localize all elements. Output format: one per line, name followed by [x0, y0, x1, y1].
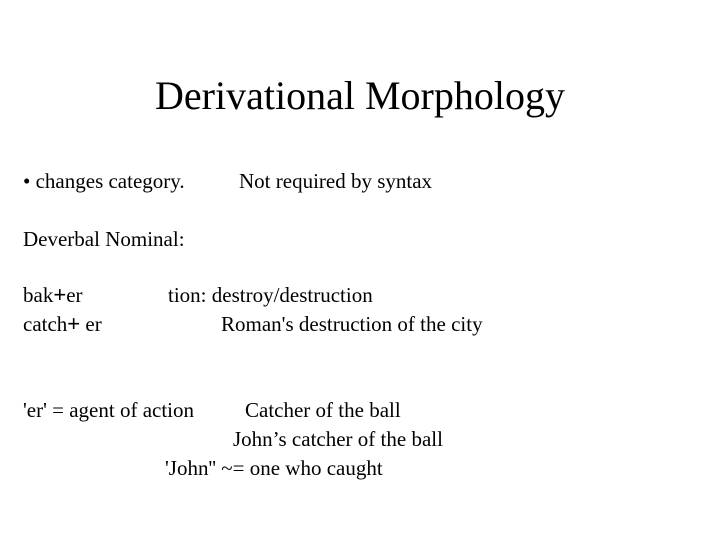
- example-catcher: [23, 311, 102, 337]
- plus-sign: +: [67, 311, 81, 336]
- example-baker-suffix: er: [66, 283, 83, 307]
- er-example-2: John’s catcher of the ball: [233, 427, 443, 451]
- example-catcher-stem: catch: [23, 312, 68, 336]
- bullet-note: Not required by syntax: [239, 169, 433, 193]
- tion-line: tion: destroy/destruction: [168, 283, 373, 307]
- bullet-changes-category: • changes category.: [23, 169, 185, 193]
- example-catcher-suffix: er: [80, 312, 102, 336]
- example-baker-stem: bak: [23, 283, 54, 307]
- section-heading: Deverbal Nominal:: [23, 227, 185, 251]
- er-example-1: Catcher of the ball: [245, 398, 401, 422]
- er-example-3: 'John'' ~= one who caught: [165, 456, 383, 480]
- slide-title: Derivational Morphology: [155, 73, 565, 118]
- er-definition: 'er' = agent of action: [23, 398, 195, 422]
- tion-example: Roman's destruction of the city: [221, 312, 483, 336]
- example-baker: [23, 282, 83, 308]
- plus-sign: +: [53, 282, 67, 307]
